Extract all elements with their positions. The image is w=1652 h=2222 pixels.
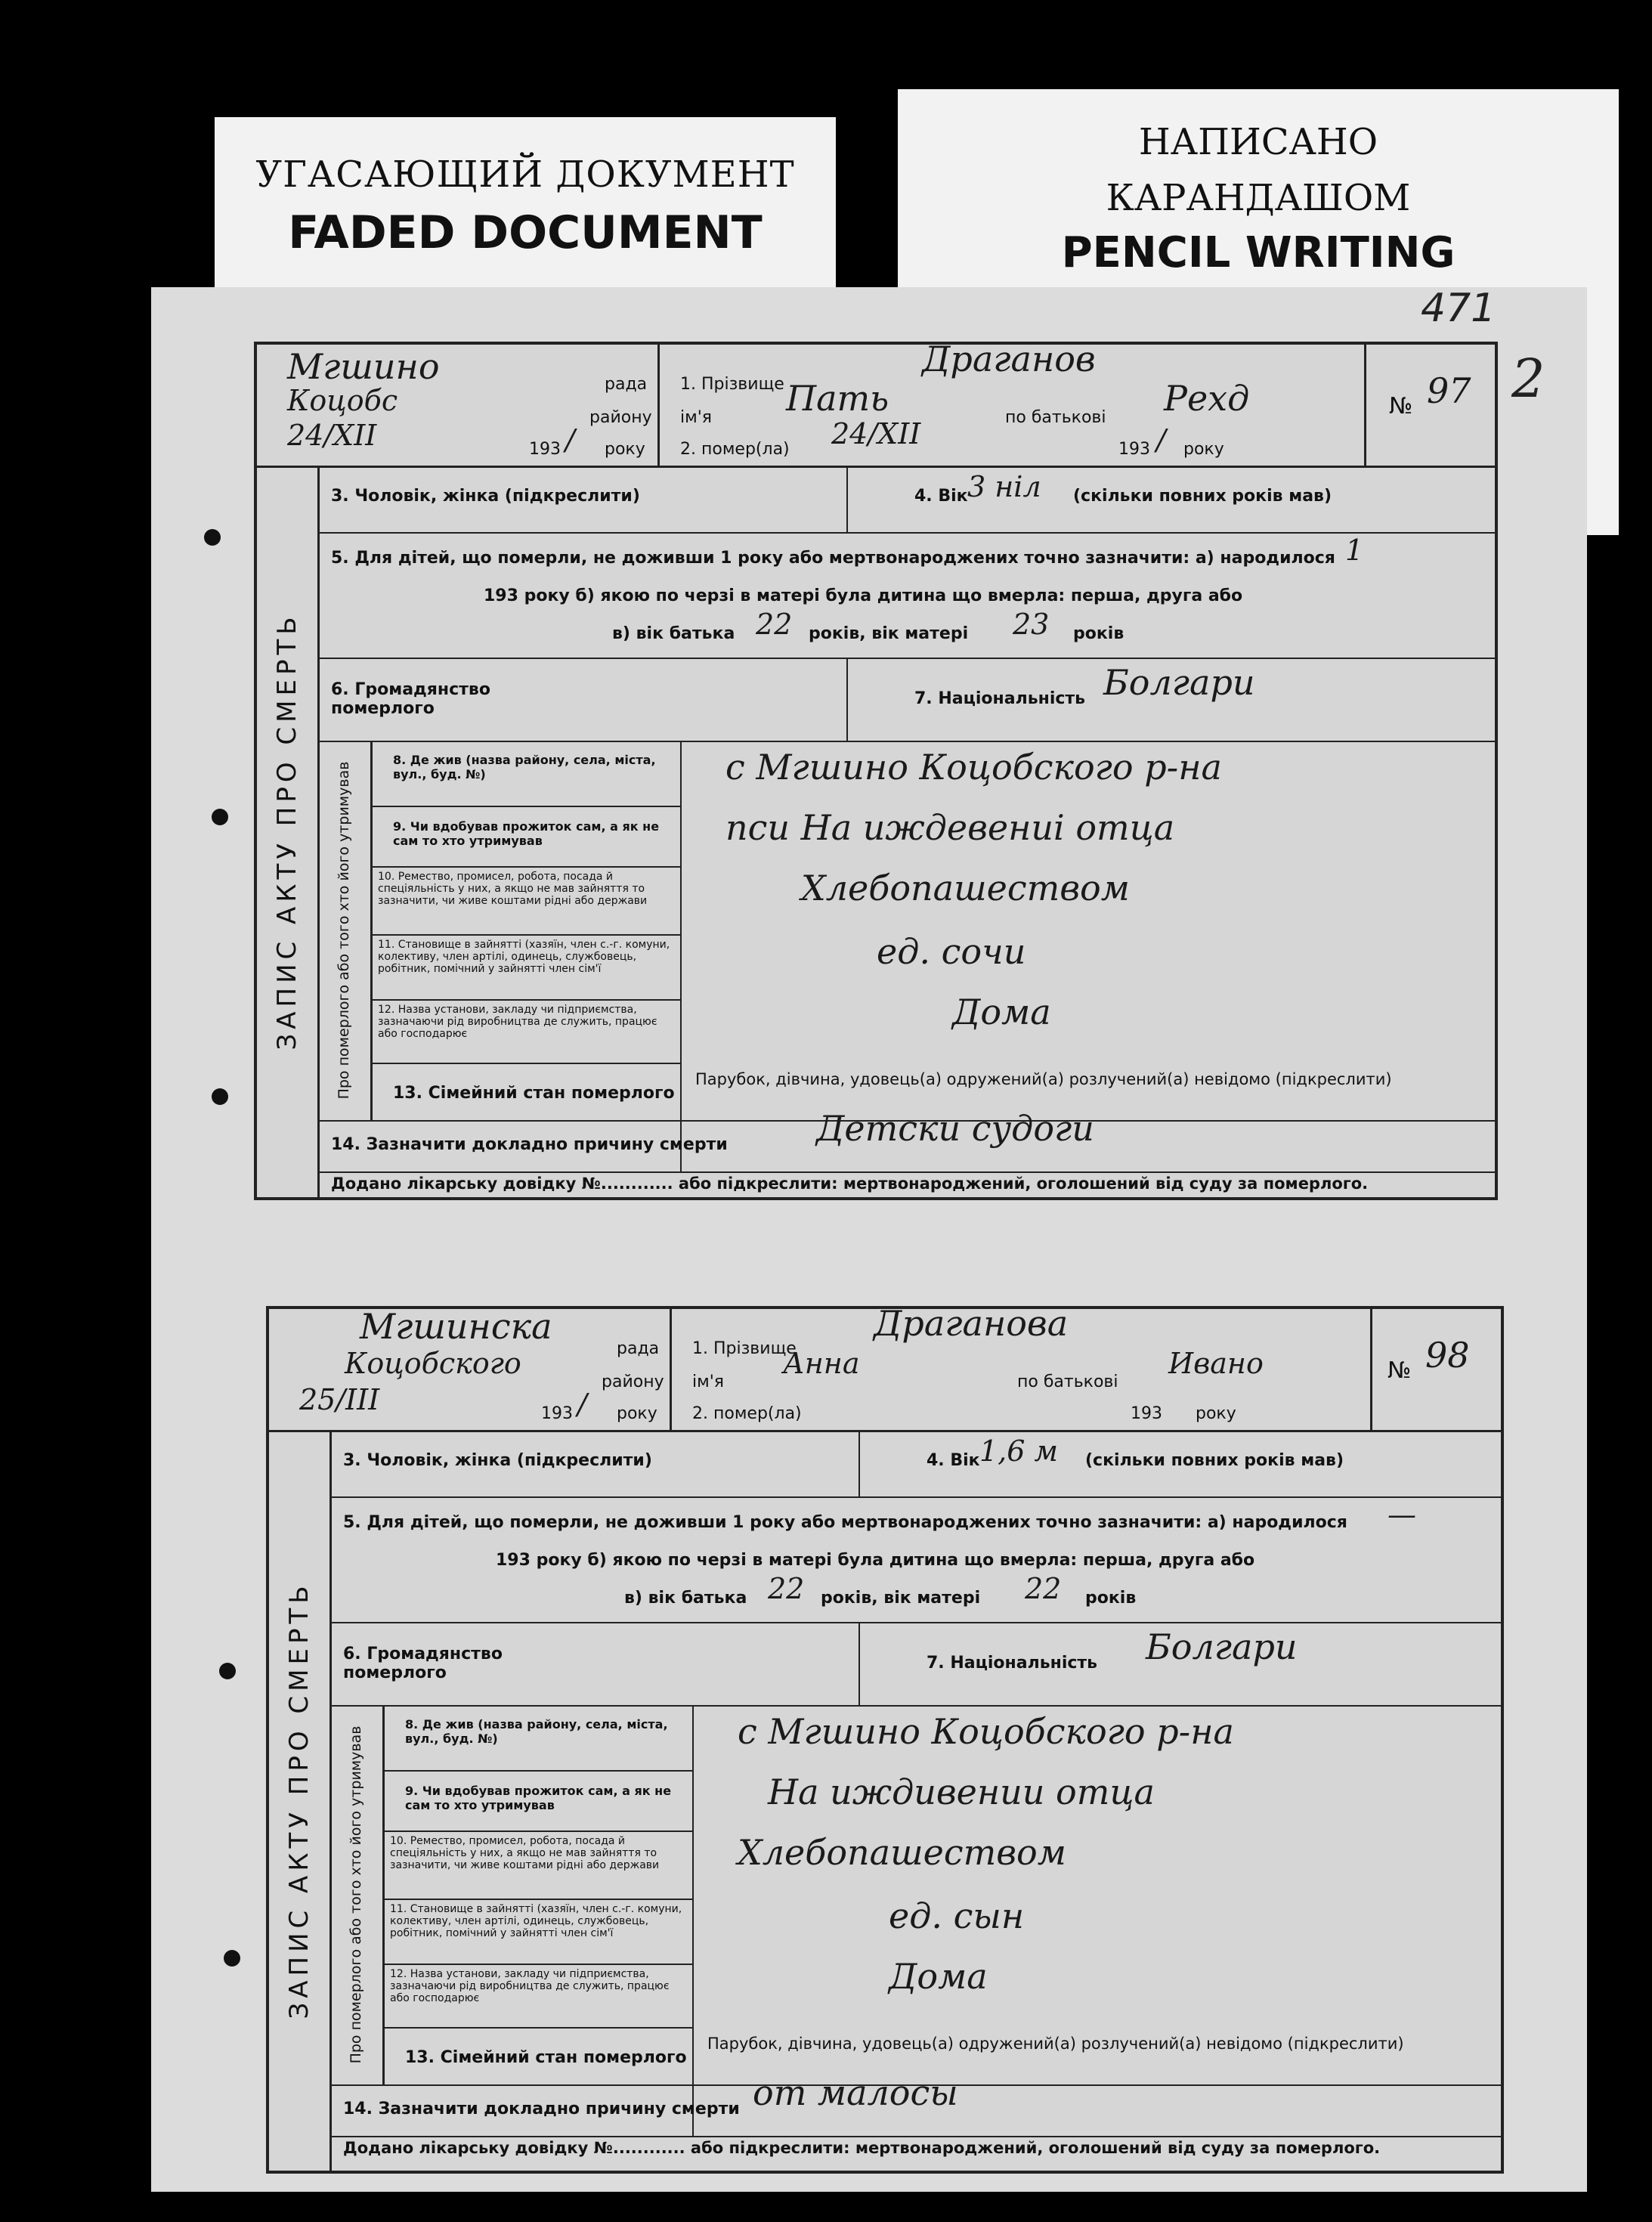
form-header: Мгшинска рада Коцобского району 25/III 193 / року 1. Прізвище Драганова ім'я Анна по батькові Ивано 2. помер(ла) 193 року № 98 (269, 1309, 1501, 1432)
faded-label-en: FADED DOCUMENT (288, 206, 763, 259)
hand-nationality: Болгари (1103, 662, 1255, 703)
hand-lived: с Мгшино Коцобского р-на (738, 1711, 1234, 1752)
hand-rada: Мгшино (287, 346, 440, 387)
pencil-label-en: PENCIL WRITING (1061, 228, 1456, 277)
hand-institution: Дома (889, 1956, 988, 1997)
vertical-title: ЗАПИС АКТУ ПРО СМЕРТЬ (284, 1581, 314, 2019)
hand-age: 1,6 м (979, 1434, 1059, 1468)
hand-patronymic: Рехд (1164, 378, 1250, 419)
hand-surname: Драганов (922, 339, 1096, 379)
pencil-label-ru1: НАПИСАНО (1138, 121, 1378, 163)
hand-rada: Мгшинска (360, 1306, 552, 1347)
archive-mark: 2 (1511, 348, 1545, 410)
hand-patronymic: Ивано (1168, 1347, 1264, 1380)
hand-name: Анна (783, 1347, 860, 1380)
death-record-form-1: Мгшино рада Коцобс району 24/XII 193 / року 1. Прізвище Драганов ім'я Пать по батькові Рехд 2. помер(ла) 24/XII 193 / року № 97 ЗАПИС АКТУ ПРО СМЕРТЬ 3. Чоловік, жінка (підкреслити) 4. Вік 3 ніл (скільки повних років мав) 5. Для дітей, що померли, не доживши 1 року або мертвонароджених точно зазначити: а) народилося 1 193 року б) якою по черзі в матері була дитина що вмерла: перша, друга або в) вік батька 22 років, вік матері 23 років 6. Громадянство померлого 7. Національність Болгари Про померлого або того хто його утримував 8. Де жив (назва району, села, міста, вул., буд. №) с Мгшино Коцобского р-на 9. Чи вдобував прожиток сам, а як не сам то хто утримував пси На иждевениі отца 10. Ремество, промисел, робота, посада й спеціяльність у них, а якщо не мав зайняття то зазначити, чи живе коштами рідні або держави Хлебопашеством 11. Становище в зайнятті (хазяїн, член с.-г. комуни, колективу, член артілі, одинець, службовець, робітник, помічний у зайнятті член сім'ї ед. сочи 12. Назва установи, закладу чи підприємства, зазначаючи рід виробництва де служить, працює або господарює Дома 13. Сімейний стан померлого Парубок, дівчина, удовець(а) одружений(а) розлучений(а) невідомо (підкреслити) 14. Зазначити докладно причину смерти Детски судоги Додано лікарську довідку №............ або підкреслити: мертвонароджений, оголошений від суду за померлого. (254, 342, 1498, 1200)
faded-document-label (215, 117, 836, 306)
hand-income: пси На иждевениі отца (725, 807, 1175, 848)
hand-institution: Дома (952, 992, 1051, 1032)
archive-number: 471 (1421, 286, 1496, 331)
hand-nationality: Болгари (1146, 1626, 1298, 1667)
hand-occupation: Хлебопашеством (801, 868, 1130, 908)
hand-lived: с Мгшино Коцобского р-на (725, 747, 1222, 788)
hand-cause: Детски судоги (816, 1108, 1094, 1149)
hand-occupation: Хлебопашеством (738, 1832, 1066, 1873)
hand-income: На иждивении отца (768, 1772, 1155, 1812)
vertical-title: ЗАПИС АКТУ ПРО СМЕРТЬ (272, 612, 302, 1051)
form-header: Мгшино рада Коцобс району 24/XII 193 / року 1. Прізвище Драганов ім'я Пать по батькові Рехд 2. помер(ла) 24/XII 193 / року № 97 (257, 345, 1495, 468)
hand-cause: от малосы (753, 2072, 958, 2113)
hand-date: 24/XII (287, 419, 377, 452)
hand-age: 3 ніл (967, 470, 1041, 503)
hand-position: ед. сын (889, 1896, 1025, 1936)
hand-rayon: Коцобс (287, 384, 398, 417)
death-record-form-2: Мгшинска рада Коцобского району 25/III 193 / року 1. Прізвище Драганова ім'я Анна по батькові Ивано 2. помер(ла) 193 року № 98 ЗАПИС АКТУ ПРО СМЕРТЬ 3. Чоловік, жінка (підкреслити) 4. Вік 1,6 м (скільки повних років мав) 5. Для дітей, що померли, не доживши 1 року або мертвонароджених точно зазначити: а) народилося — 193 року б) якою по черзі в матері була дитина що вмерла: перша, друга або в) вік батька 22 років, вік матері 22 років 6. Громадянство померлого 7. Національність Болгари Про померлого або того хто його утримував 8. Де жив (назва району, села, міста, вул., буд. №) с Мгшино Коцобского р-на 9. Чи вдобував прожиток сам, а як не сам то хто утримував На иждивении отца 10. Ремество, промисел, робота, посада й спеціяльність у них, а якщо не мав зайняття то зазначити, чи живе коштами рідні або держави Хлебопашеством 11. Становище в зайнятті (хазяїн, член с.-г. комуни, колективу, член артілі, одинець, службовець, робітник, помічний у зайнятті член сім'ї ед. сын 12. Назва установи, закладу чи підприємства, зазначаючи рід виробництва де служить, працює або господарює Дома 13. Сімейний стан померлого Парубок, дівчина, удовець(а) одружений(а) розлучений(а) невідомо (підкреслити) 14. Зазначити докладно причину смерти от малосы Додано лікарську довідку №............ або підкреслити: мертвонароджений, оголошений від суду за померлого. (266, 1306, 1504, 2174)
hand-number: 98 (1425, 1335, 1470, 1376)
hand-name: Пать (786, 378, 889, 419)
hand-number: 97 (1427, 370, 1471, 411)
pencil-label-ru2: КАРАНДАШОМ (1106, 177, 1411, 219)
hand-date: 25/III (299, 1383, 380, 1416)
faded-label-ru: УГАСАЮЩИЙ ДОКУМЕНТ (255, 153, 795, 196)
hand-rayon: Коцобского (345, 1347, 521, 1380)
hand-surname: Драганова (874, 1303, 1069, 1344)
hand-position: ед. сочи (877, 931, 1026, 972)
